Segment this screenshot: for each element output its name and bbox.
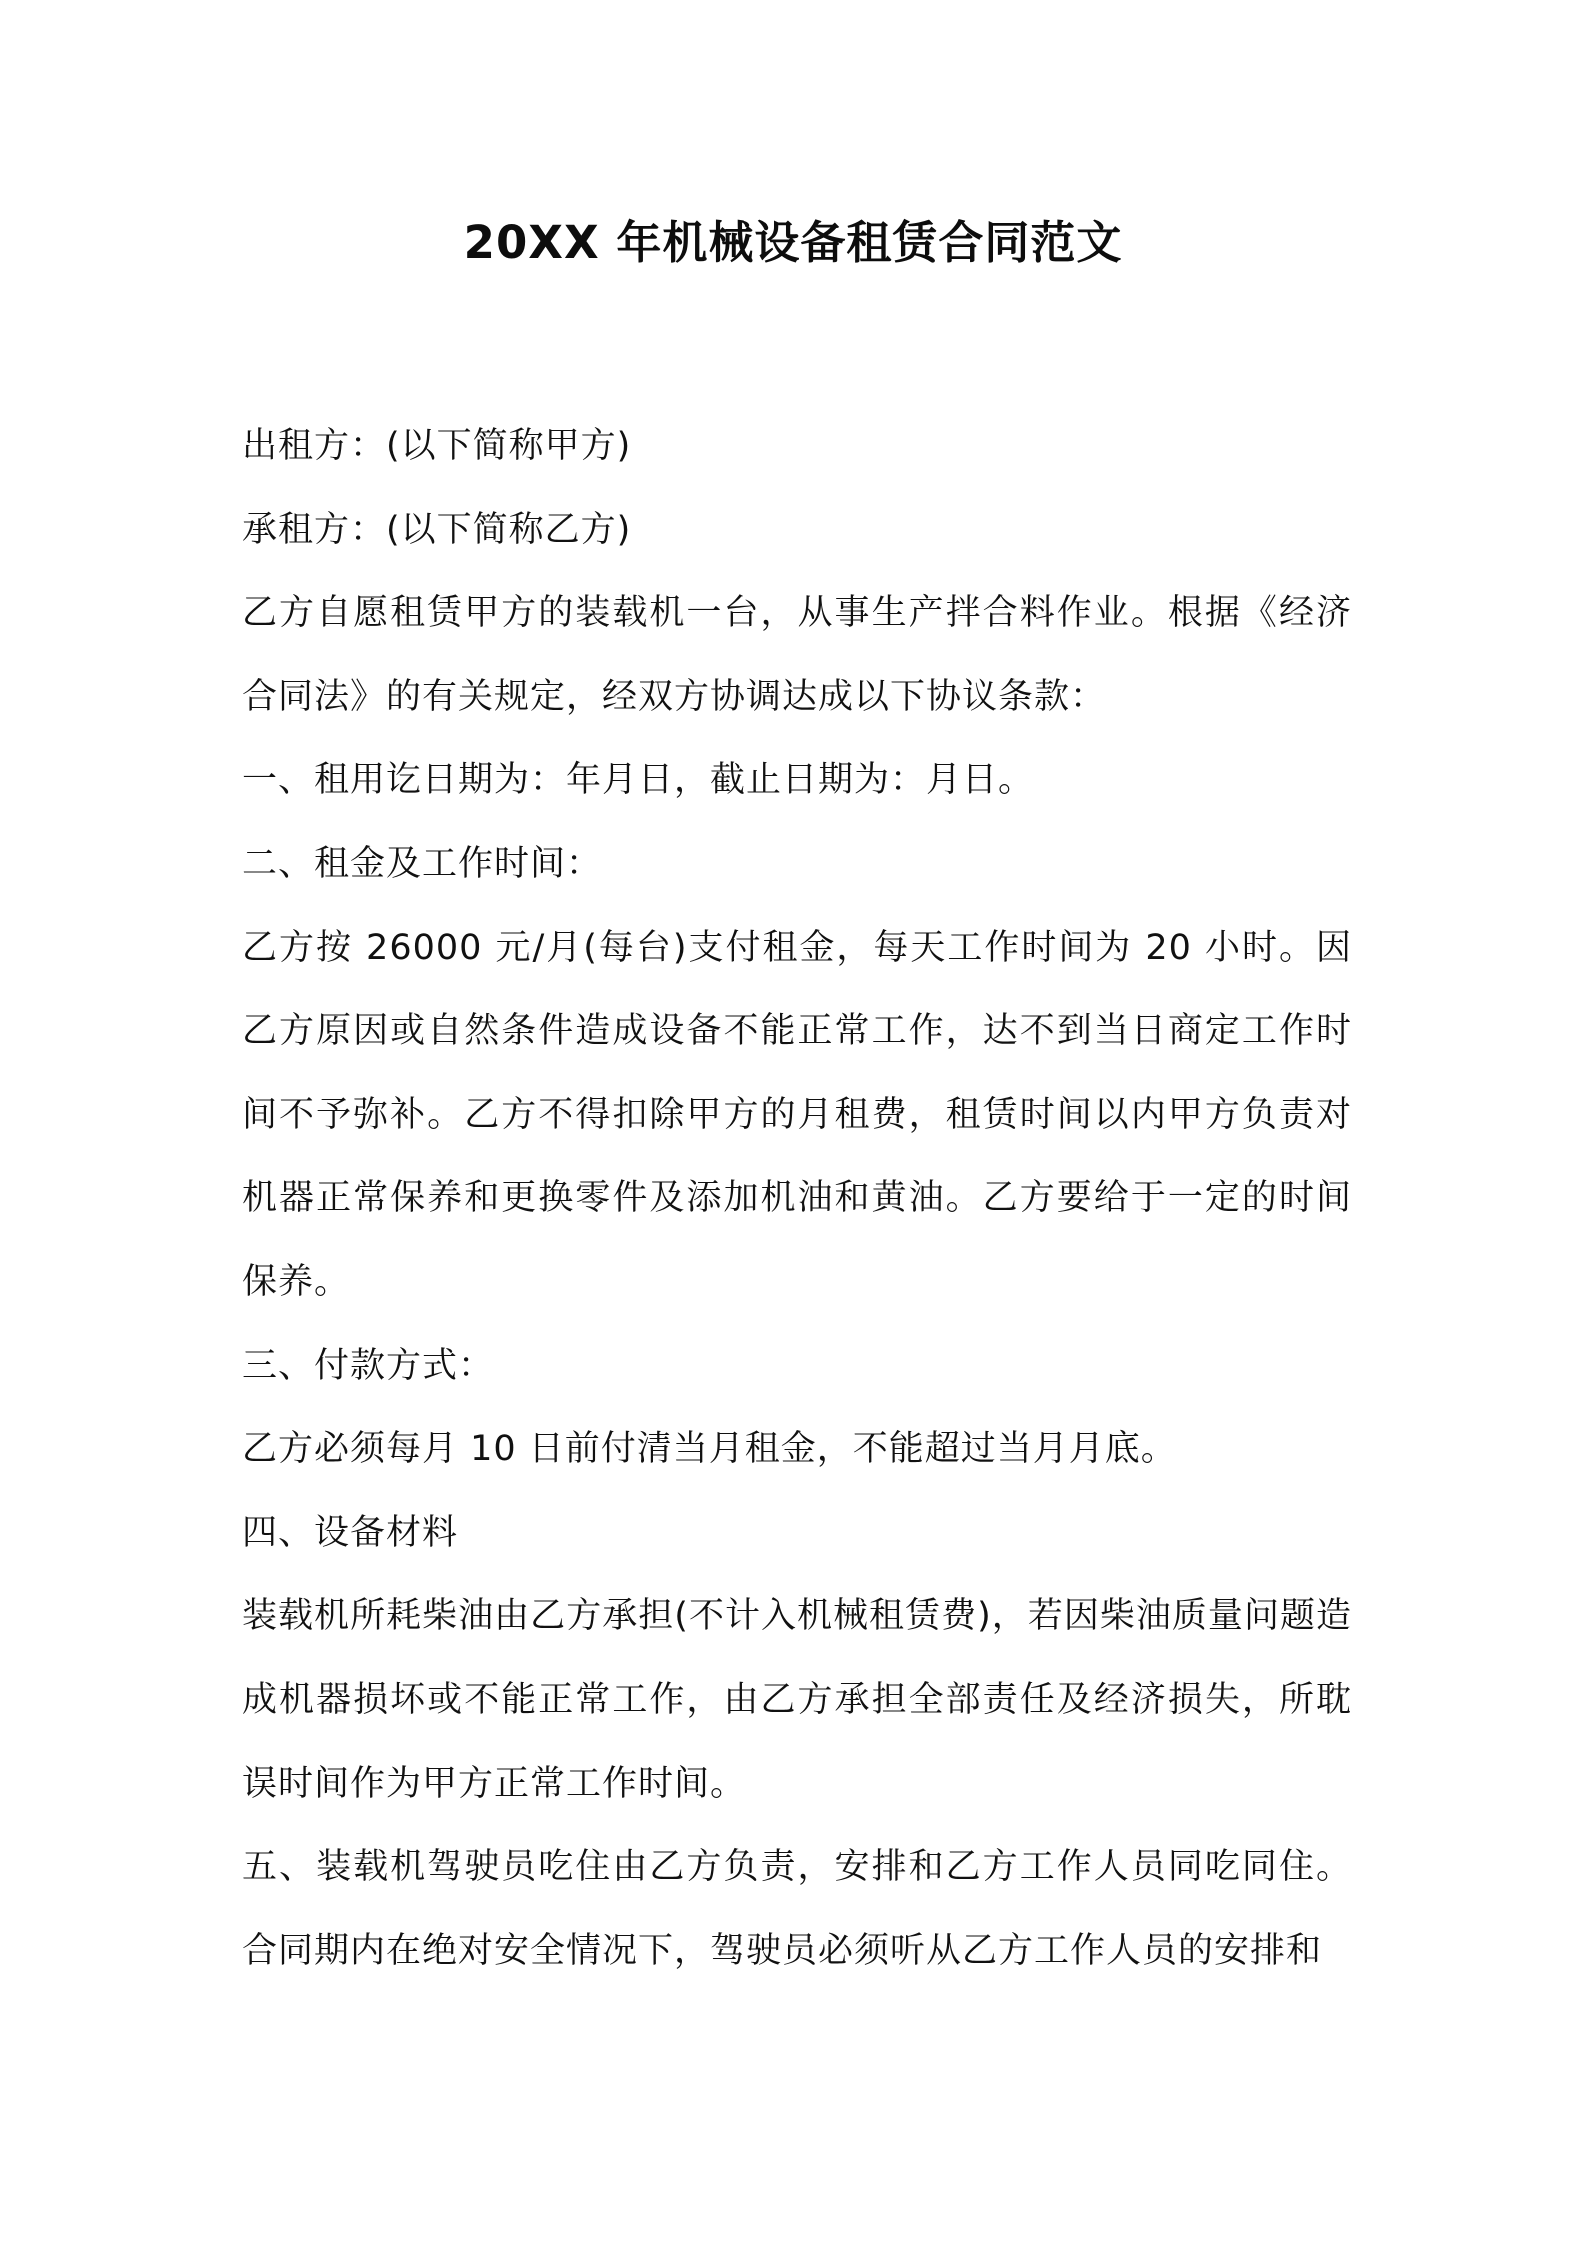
paragraph-clause-4-body: 装载机所耗柴油由乙方承担(不计入机械租赁费)，若因柴油质量问题造成机器损坏或不能正常工作，由乙方承担全部责任及经济损失，所耽误时间作为甲方正常工作时间。	[242, 1596, 1352, 1804]
paragraph-clause-2-heading: 二、租金及工作时间：	[242, 843, 603, 884]
paragraph-lessee: 承租方：(以下简称乙方)	[242, 509, 632, 550]
paragraph-clause-3-body: 乙方必须每月 10 日前付清当月租金，不能超过当月月底。	[242, 1429, 1177, 1470]
paragraph-intro: 乙方自愿租赁甲方的装载机一台，从事生产拌合料作业。根据《经济合同法》的有关规定，经双方协调达成以下协议条款：	[242, 593, 1352, 717]
paragraph-clause-2-body: 乙方按 26000 元/月(每台)支付租金，每天工作时间为 20 小时。因乙方原因或自然条件造成设备不能正常工作，达不到当日商定工作时间不予弥补。乙方不得扣除甲方的月租费，租赁时间以内甲方负责对机器正常保养和更换零件及添加机油和黄油。乙方要给于一定的时间保养。	[242, 927, 1352, 1302]
paragraph-clause-3-heading: 三、付款方式：	[242, 1345, 495, 1386]
paragraph-clause-4-heading: 四、设备材料	[242, 1512, 459, 1553]
document-body	[242, 405, 1352, 1993]
document-title: 20XX 年机械设备租赁合同范文	[463, 216, 1123, 269]
paragraph-lessor: 出租方：(以下简称甲方)	[242, 426, 632, 466]
paragraph-clause-5: 五、装载机驾驶员吃住由乙方负责，安排和乙方工作人员同吃同住。合同期内在绝对安全情况下，驾驶员必须听从乙方工作人员的安排和	[242, 1847, 1352, 1971]
paragraph-clause-1: 一、租用讫日期为：年月日，截止日期为：月日。	[242, 760, 1035, 801]
